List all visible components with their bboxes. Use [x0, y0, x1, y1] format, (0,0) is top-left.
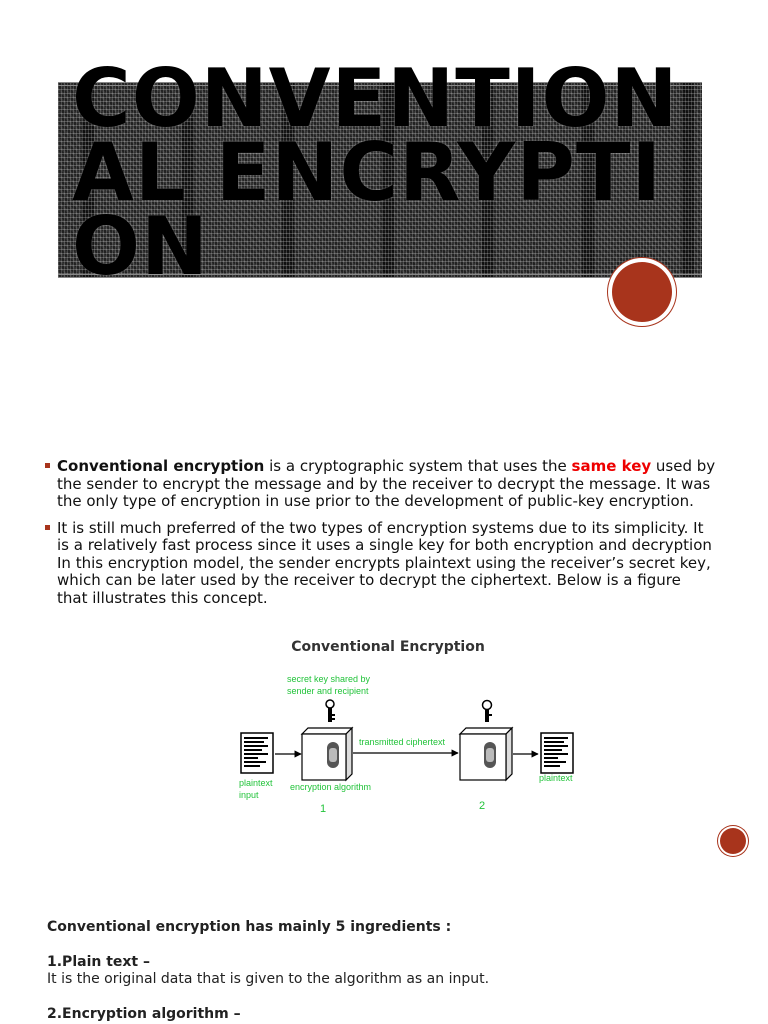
encryption-algorithm-label: encryption algorithm — [290, 782, 372, 792]
plaintext-output-label: plaintext — [539, 773, 573, 783]
key-icon — [483, 701, 493, 723]
step-number-1: 1 — [320, 803, 327, 815]
document-icon — [541, 733, 573, 773]
bullet-list — [44, 458, 716, 616]
ingredient-1-title: 1.Plain text – — [47, 954, 150, 970]
slide-title: CONVENTIONAL ENCRYPTION — [72, 52, 679, 293]
key-icon — [326, 700, 335, 722]
plaintext-input-label-1: plaintext — [239, 778, 273, 788]
bullet-item-1 — [44, 458, 716, 511]
plaintext-input-label-2: input — [239, 790, 259, 800]
bullet-highlight: same key — [571, 457, 652, 475]
bullet-text: It is still much preferred of the two types of encryption systems due to its simplicity. It is a relatively fast process since it uses a single key for both encryption and decryption In this encryption model, the sender encrypts plaintext using the receiver’s secret key, which can be later used by the receiver to decrypt the ciphertext. Below is a figure that illustrates this concept. — [57, 518, 712, 607]
bullet-item-2 — [44, 520, 716, 608]
bullet-text-b: used by the sender to encrypt the message and by the receiver to decrypt the message. It was the only type of encryption in use prior to the development of public-key encryption. — [57, 457, 716, 510]
figure-title: Conventional Encryption — [291, 639, 485, 655]
bullet-text-a: is a cryptographic system that uses the — [264, 457, 572, 475]
decorative-circle — [608, 258, 676, 326]
encryption-diagram — [232, 668, 592, 820]
decryption-box — [460, 728, 512, 780]
decorative-circle — [718, 826, 748, 856]
secret-key-label-1: secret key shared by — [287, 674, 371, 684]
secret-key-label-2: sender and recipient — [287, 686, 369, 696]
step-number-2: 2 — [479, 800, 486, 812]
ingredient-2-title: 2.Encryption algorithm – — [47, 1006, 241, 1022]
encryption-box — [302, 728, 352, 780]
ingredient-1-description: It is the original data that is given to the algorithm as an input. — [47, 971, 490, 987]
ingredients-heading: Conventional encryption has mainly 5 ingredients : — [47, 919, 452, 935]
document-icon — [241, 733, 273, 773]
bullet-bold-term: Conventional encryption — [57, 457, 265, 475]
transmitted-label: transmitted ciphertext — [359, 737, 446, 747]
